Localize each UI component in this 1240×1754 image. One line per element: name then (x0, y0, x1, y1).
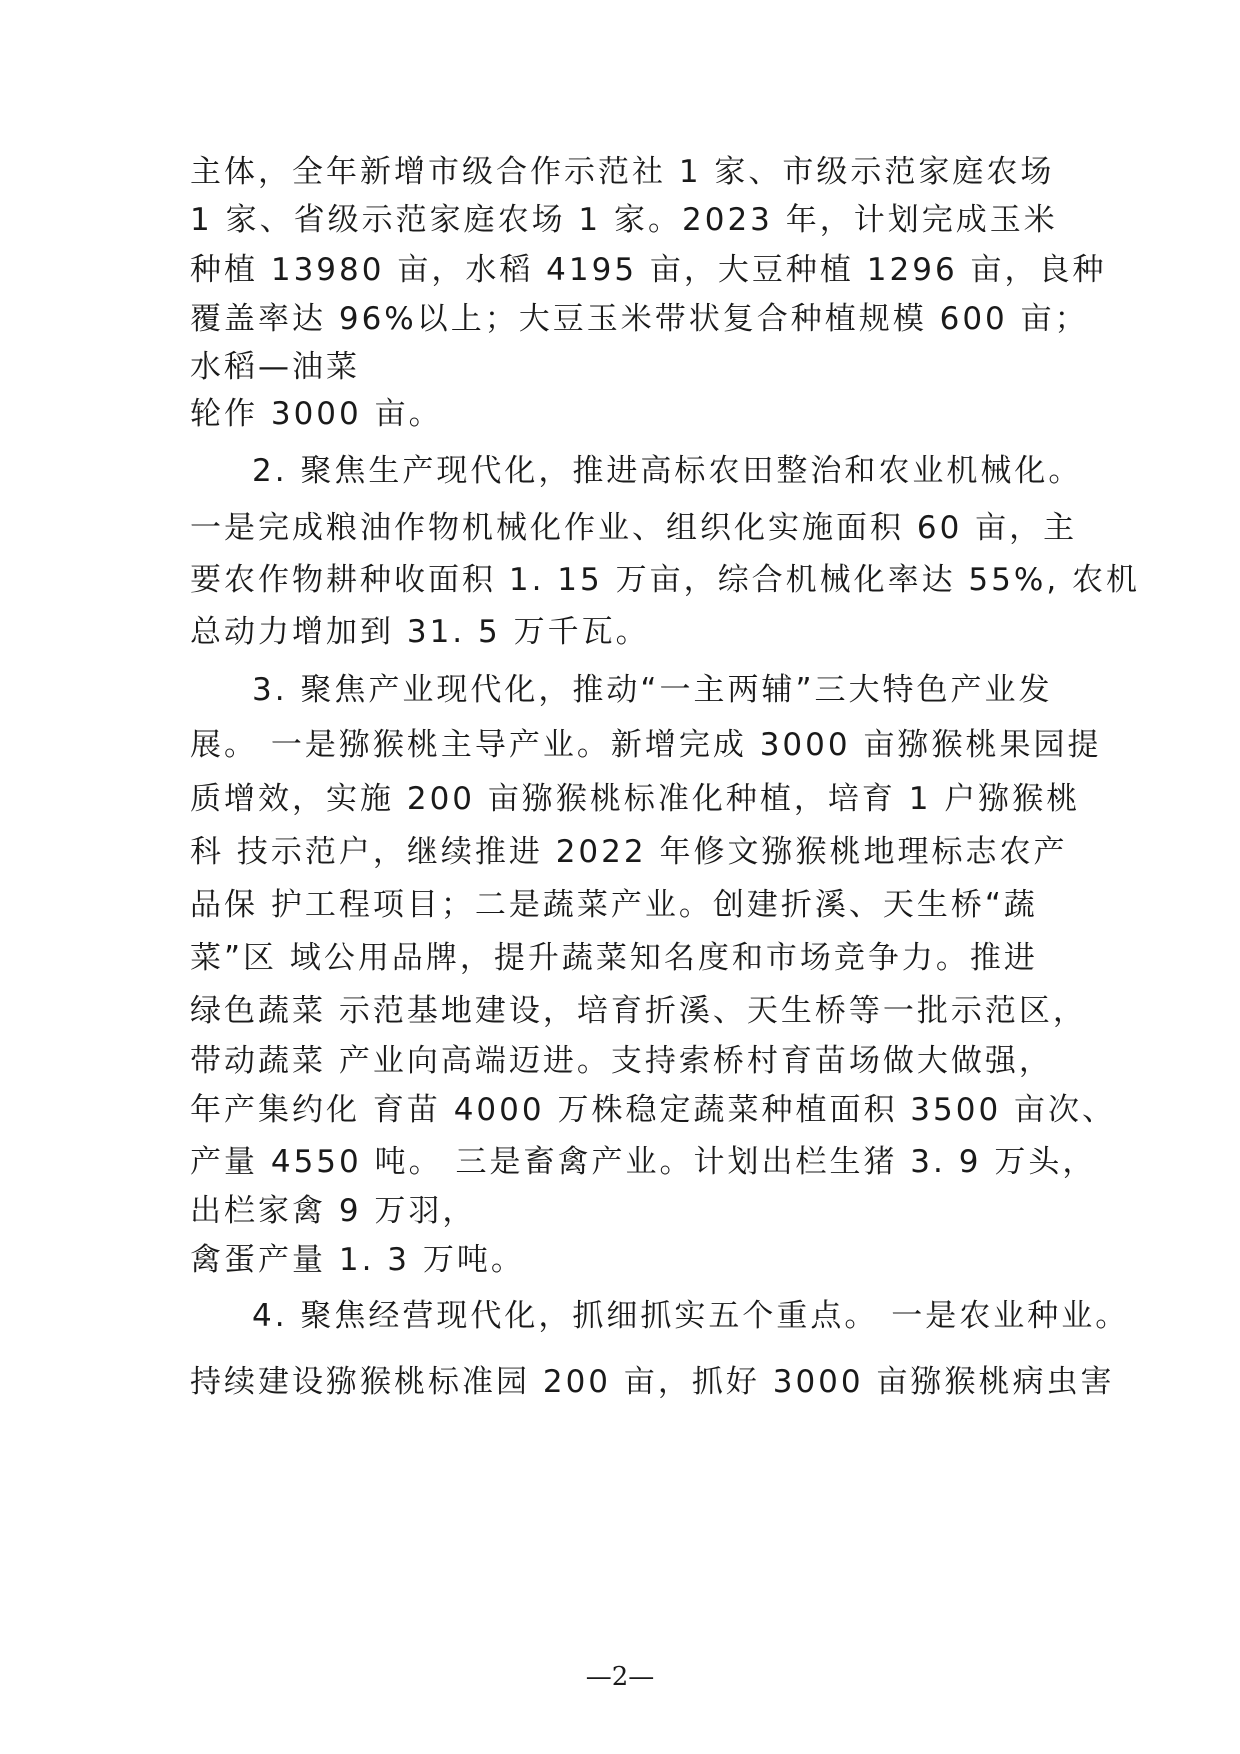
text-line: 产量 4550 吨。 三是畜禽产业。计划出栏生猪 3. 9 万头， (190, 1144, 1097, 1180)
text-line: 绿色蔬菜 示范基地建设，培育折溪、天生桥等一批示范区， (190, 993, 1087, 1029)
paragraph-3-heading: 3. 聚焦产业现代化，推动“一主两辅”三大特色产业发 (252, 672, 1053, 708)
text-line: 科 技示范户，继续推进 2022 年修文猕猴桃地理标志农产 (190, 834, 1068, 870)
paragraph-2-heading: 2. 聚焦生产现代化，推进高标农田整治和农业机械化。 (252, 453, 1083, 489)
text-line: 年产集约化 育苗 4000 万株稳定蔬菜种植面积 3500 亩次、 (190, 1092, 1117, 1128)
text-line: 1 家、省级示范家庭农场 1 家。2023 年，计划完成玉米 (190, 202, 1058, 238)
text-line: 总动力增加到 31. 5 万千瓦。 (190, 614, 650, 650)
text-line: 水稻—油菜 (190, 349, 360, 385)
text-line: 主体，全年新增市级合作示范社 1 家、市级示范家庭农场 (190, 154, 1055, 190)
text-line: 种植 13980 亩，水稻 4195 亩，大豆种植 1296 亩，良种 (190, 252, 1107, 288)
page-number: —2— (585, 1662, 655, 1692)
text-line: 质增效，实施 200 亩猕猴桃标准化种植，培育 1 户猕猴桃 (190, 781, 1081, 817)
text-line: 展。 一是猕猴桃主导产业。新增完成 3000 亩猕猴桃果园提 (190, 727, 1102, 763)
text-line: 出栏家禽 9 万羽， (190, 1193, 477, 1229)
text-line: 轮作 3000 亩。 (190, 396, 443, 432)
text-line: 品保 护工程项目；二是蔬菜产业。创建折溪、天生桥“蔬 (190, 887, 1038, 923)
text-line: 持续建设猕猴桃标准园 200 亩，抓好 3000 亩猕猴桃病虫害 (190, 1364, 1115, 1400)
text-line: 菜”区 域公用品牌，提升蔬菜知名度和市场竞争力。推进 (190, 940, 1038, 976)
text-line: 要农作物耕种收面积 1. 15 万亩，综合机械化率达 55%, 农机 (190, 562, 1141, 598)
paragraph-4-heading: 4. 聚焦经营现代化，抓细抓实五个重点。 一是农业种业。 (252, 1298, 1130, 1334)
text-line: 禽蛋产量 1. 3 万吨。 (190, 1242, 525, 1278)
text-line: 覆盖率达 96%以上；大豆玉米带状复合种植规模 600 亩； (190, 301, 1089, 337)
text-line: 一是完成粮油作物机械化作业、组织化实施面积 60 亩，主 (190, 510, 1078, 546)
text-line: 带动蔬菜 产业向高端迈进。支持索桥村育苗场做大做强， (190, 1043, 1053, 1079)
